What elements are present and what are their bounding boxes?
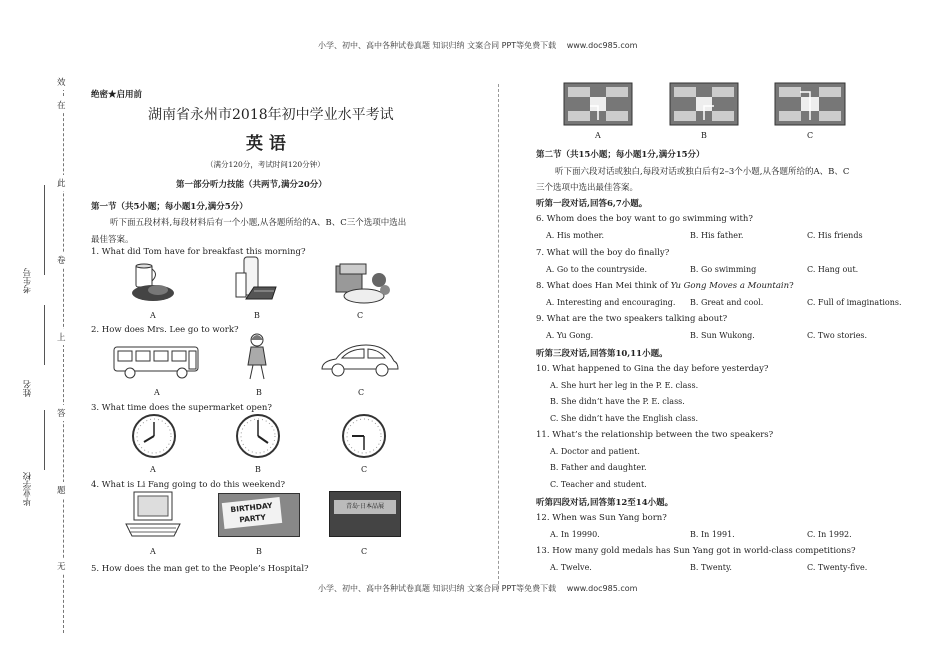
field-school-label: 毕业学校 — [23, 472, 33, 506]
q6-option-c: C. His friends — [807, 231, 863, 240]
seal-char: 答 — [57, 405, 66, 421]
question-1: 1. What did Tom have for breakfast this morning? — [91, 247, 306, 257]
q12-option-b: B. In 1991. — [690, 530, 735, 539]
q8-option-c: C. Full of imaginations. — [807, 298, 902, 307]
field-name-label: 姓名 — [23, 380, 33, 397]
secret-label: 绝密★启用前 — [91, 90, 143, 100]
q11-option-b: B. Father and daughter. — [550, 463, 647, 472]
seal-char: 效 — [57, 74, 66, 90]
noodles-picture — [334, 262, 394, 306]
map-label-b: B — [701, 131, 707, 140]
dialog-4-heading: 听第四段对话,回答第12至14小题。 — [536, 498, 674, 508]
map-label-c: C — [807, 131, 814, 140]
question-4: 4. What is Li Fang going to do this weekend? — [91, 480, 286, 490]
seal-char: 题 — [57, 482, 66, 498]
seal-char: 无 — [57, 558, 66, 574]
q8-option-a: A. Interesting and encouraging. — [546, 298, 676, 307]
clock-b-picture — [234, 412, 282, 460]
seal-char: 在 — [57, 97, 66, 113]
car-picture — [318, 343, 400, 379]
q1-label-a: A — [150, 311, 156, 320]
seal-char: 卷 — [57, 252, 66, 268]
field-rule — [44, 305, 45, 365]
q7-option-c: C. Hang out. — [807, 265, 859, 274]
seal-line — [63, 78, 64, 633]
q12-option-a: A. In 19990. — [550, 530, 600, 539]
question-5: 5. How does the man get to the People’s Hospital? — [91, 564, 309, 574]
page-header — [318, 40, 637, 51]
q10-option-c: C. She didn’t have the English class. — [550, 414, 699, 423]
q4-label-b: B — [256, 547, 262, 556]
question-8 — [536, 281, 794, 291]
sec2-instruction: 三个选项中选出最佳答案。 — [536, 183, 639, 193]
q13-option-b: B. Twenty. — [690, 563, 732, 572]
seal-char: 此 — [57, 175, 66, 191]
q1-label-c: C — [357, 311, 364, 320]
field-rule — [44, 410, 45, 470]
q3-label-c: C — [361, 465, 368, 474]
q9-option-b: B. Sun Wukong. — [690, 331, 755, 340]
q8-text: 8. What does Han Mei think of — [536, 281, 671, 291]
walking-girl-picture — [242, 333, 272, 383]
header-url[interactable]: www.doc985.com — [566, 41, 638, 50]
part1-heading: 第一部分听力技能（共两节,满分20分） — [176, 180, 327, 190]
sec1-instruction: 最佳答案。 — [91, 235, 134, 245]
subject-title: 英 语 — [246, 134, 286, 154]
seal-char: 上 — [57, 329, 66, 345]
map-c-picture — [774, 82, 846, 126]
q8-mark: ? — [789, 281, 794, 291]
q6-option-b: B. His father. — [690, 231, 744, 240]
clock-c-picture — [340, 412, 388, 460]
computer-picture — [122, 490, 184, 540]
footer-url[interactable]: www.doc985.com — [566, 584, 638, 593]
question-9: 9. What are the two speakers talking about? — [536, 314, 728, 324]
sec2-heading: 第二节（共15小题；每小题1分,满分15分） — [536, 150, 705, 160]
map-b-picture — [669, 82, 739, 126]
q11-option-c: C. Teacher and student. — [550, 480, 647, 489]
q13-option-c: C. Twenty-five. — [807, 563, 868, 572]
page-footer — [318, 583, 637, 594]
question-12: 12. When was Sun Yang born? — [536, 513, 667, 523]
question-3: 3. What time does the supermarket open? — [91, 403, 272, 413]
map-label-a: A — [595, 131, 601, 140]
question-11: 11. What’s the relationship between the two speakers? — [536, 430, 774, 440]
dialog-1-heading: 听第一段对话,回答6,7小题。 — [536, 199, 648, 209]
q6-option-a: A. His mother. — [546, 231, 605, 240]
exam-title: 湖南省永州市2018年初中学业水平考试 — [148, 107, 394, 123]
q2-label-c: C — [358, 388, 365, 397]
footer-banner: 小学、初中、高中各种试卷真题 知识归纳 文案合同 PPT等免费下载 — [318, 584, 557, 593]
q7-option-a: A. Go to the countryside. — [546, 265, 648, 274]
field-exam-id-label: 考生号 — [23, 268, 33, 294]
exam-note: （满分120分，考试时间120分钟） — [206, 160, 325, 169]
q10-option-a: A. She hurt her leg in the P. E. class. — [550, 381, 699, 390]
question-2: 2. How does Mrs. Lee go to work? — [91, 325, 239, 335]
exhibition-picture — [329, 491, 401, 537]
q13-option-a: A. Twelve. — [550, 563, 592, 572]
q12-option-c: C. In 1992. — [807, 530, 852, 539]
header-banner: 小学、初中、高中各种试卷真题 知识归纳 文案合同 PPT等免费下载 — [318, 41, 557, 50]
question-13: 13. How many gold medals has Sun Yang got in world-class competitions? — [536, 546, 856, 556]
q3-label-a: A — [150, 465, 156, 474]
exhibition-sign: 青岛·日本品展 — [334, 500, 396, 514]
milk-bread-picture — [128, 257, 178, 304]
sec1-heading: 第一节（共5小题；每小题1分,满分5分） — [91, 202, 248, 212]
question-6: 6. Whom does the boy want to go swimming with? — [536, 214, 753, 224]
q8-title: Yu Gong Moves a Mountain — [670, 281, 790, 291]
bus-picture — [112, 343, 202, 379]
birthday-party-picture — [218, 493, 300, 537]
q8-option-b: B. Great and cool. — [690, 298, 764, 307]
dialog-3-heading: 听第三段对话,回答第10,11小题。 — [536, 349, 668, 359]
q4-label-a: A — [150, 547, 156, 556]
q9-option-a: A. Yu Gong. — [546, 331, 594, 340]
question-10: 10. What happened to Gina the day before yesterday? — [536, 364, 769, 374]
q1-label-b: B — [254, 311, 260, 320]
column-divider — [498, 84, 499, 589]
q10-option-b: B. She didn’t have the P. E. class. — [550, 397, 685, 406]
birthday-sign: BIRTHDAY PARTY — [222, 497, 282, 529]
q2-label-a: A — [154, 388, 160, 397]
sec2-instruction: 听下面六段对话或独白,每段对话或独白后有2–3个小题,从各题所给的A、B、C — [555, 167, 850, 177]
q2-label-b: B — [256, 388, 262, 397]
question-7: 7. What will the boy do finally? — [536, 248, 670, 258]
clock-a-picture — [130, 412, 178, 460]
milk-sandwich-picture — [232, 255, 280, 305]
q11-option-a: A. Doctor and patient. — [550, 447, 640, 456]
q7-option-b: B. Go swimming — [690, 265, 757, 274]
q3-label-b: B — [255, 465, 261, 474]
field-rule — [44, 185, 45, 275]
q9-option-c: C. Two stories. — [807, 331, 868, 340]
q4-label-c: C — [361, 547, 368, 556]
map-a-picture — [563, 82, 633, 126]
sec1-instruction: 听下面五段材料,每段材料后有一个小题,从各题所给的A、B、C三个选项中选出 — [110, 218, 407, 228]
